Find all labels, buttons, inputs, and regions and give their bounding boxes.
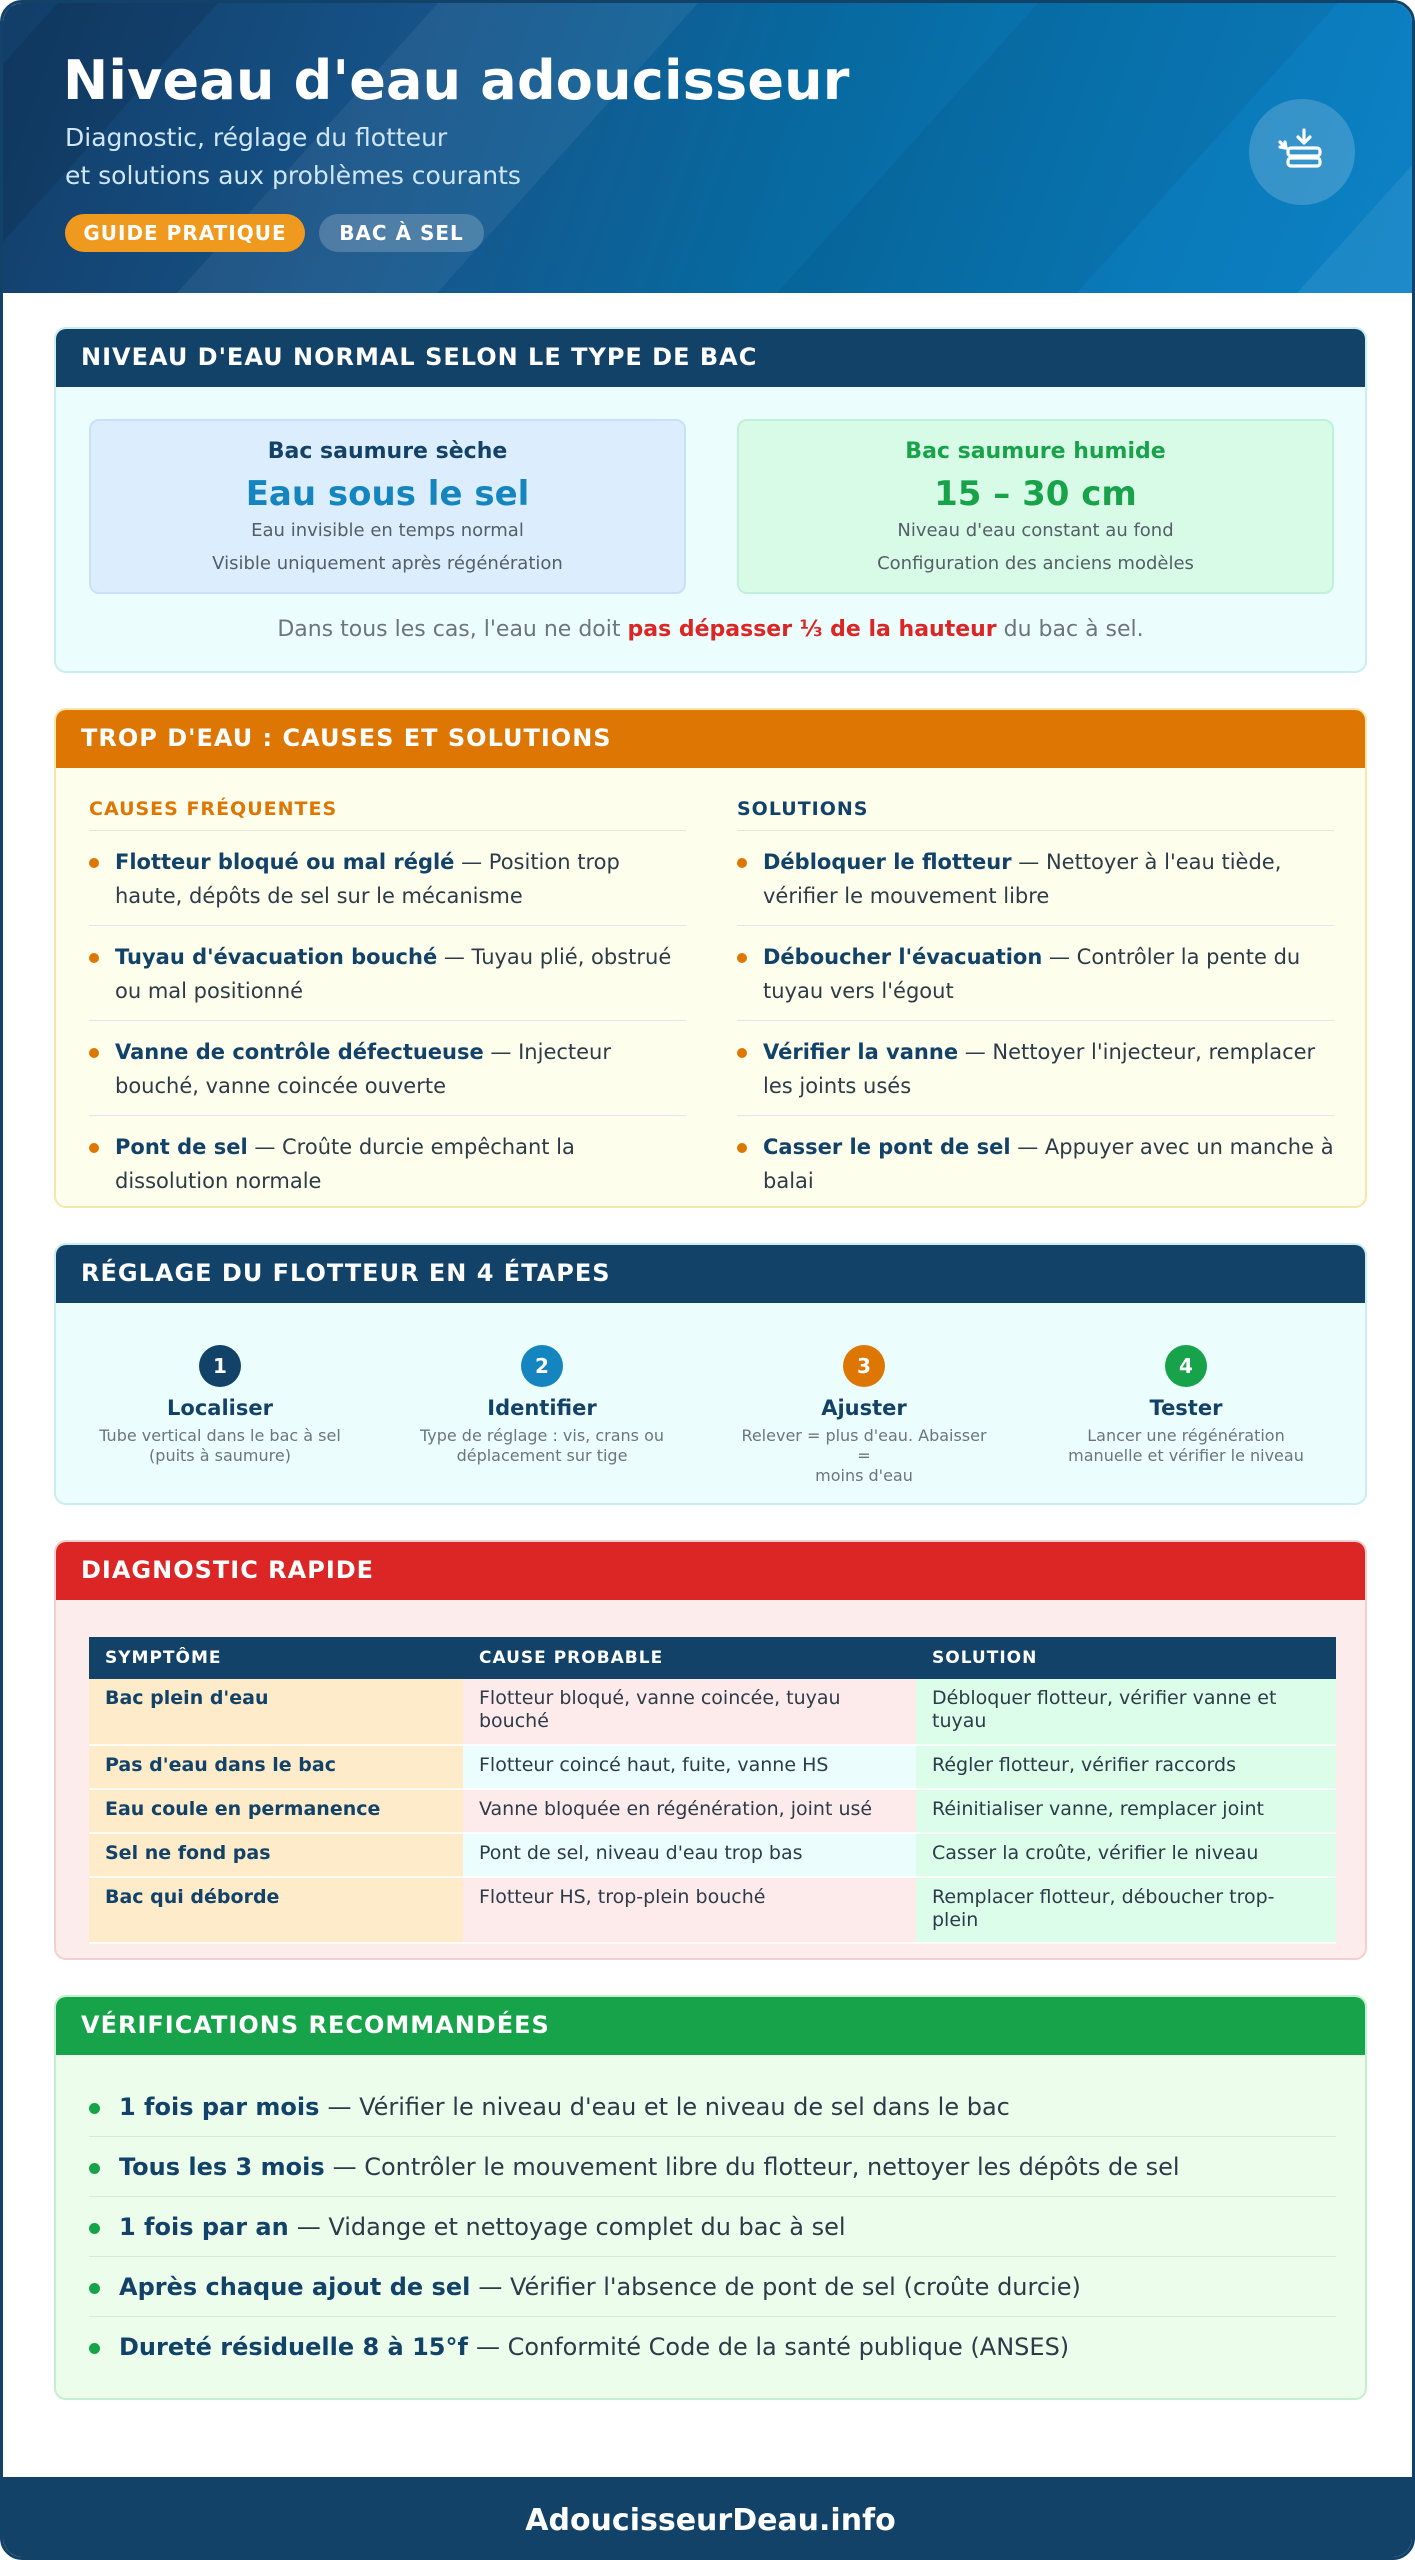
section-title: DIAGNOSTIC RAPIDE [54,1540,1367,1600]
step-item [90,1345,350,1466]
float-adjustment-section [54,1243,1367,1505]
column-header: CAUSE PROBABLE [463,1637,916,1679]
cause-item [89,1021,686,1116]
causes-heading: CAUSES FRÉQUENTES [89,798,686,831]
too-much-water-section [54,708,1367,1208]
table-cell: Flotteur bloqué, vanne coincée, tuyau bouché [463,1679,916,1745]
item-text: — Nettoyer l'injecteur, remplacer les joints usés [763,1040,1316,1098]
table-cell: Régler flotteur, vérifier raccords [916,1745,1336,1789]
note-text: Dans tous les cas, l'eau ne doit [277,617,628,642]
header-banner [3,3,1415,293]
check-text: — Vérifier l'absence de pont de sel (croûte durcie) [478,2272,1081,2301]
item-text: — Croûte durcie empêchant la dissolution normale [115,1135,575,1193]
table-header-row [89,1637,1336,1679]
table-cell: Pont de sel, niveau d'eau trop bas [463,1833,916,1877]
cause-item [89,926,686,1021]
item-label: Casser le pont de sel [763,1135,1011,1159]
recommended-checks-section [54,1995,1367,2400]
bullet-dot-icon [737,953,747,963]
section-title: NIVEAU D'EAU NORMAL SELON LE TYPE DE BAC [54,327,1367,387]
step-title: Tester [1149,1396,1223,1420]
table-cell: Pas d'eau dans le bac [89,1745,463,1789]
table-cell: Débloquer flotteur, vérifier vanne et tuyau [916,1679,1336,1745]
bullet-dot-icon [737,1048,747,1058]
card-line: Visible uniquement après régénération [212,553,563,574]
bullet-dot-icon [89,2223,100,2234]
table-cell: Sel ne fond pas [89,1833,463,1877]
step-title: Identifier [487,1396,597,1420]
item-text: — Appuyer avec un manche à balai [763,1135,1334,1193]
step-number-badge: 4 [1165,1345,1207,1387]
solutions-column [737,798,1334,1208]
bullet-dot-icon [89,1143,99,1153]
step-number-badge: 2 [521,1345,563,1387]
check-text: — Vérifier le niveau d'eau et le niveau de sel dans le bac [327,2092,1010,2121]
item-text: — Position trop haute, dépôts de sel sur le mécanisme [115,850,620,908]
page-title: Niveau d'eau adoucisseur [63,49,850,112]
step-description-line: manuelle et vérifier le niveau [1068,1446,1304,1465]
check-item [89,2317,1336,2377]
card-line: Eau invisible en temps normal [251,520,524,541]
step-description-line: (puits à saumure) [149,1446,291,1465]
bullet-dot-icon [89,1048,99,1058]
item-label: Débloquer le flotteur [763,850,1012,874]
causes-list [89,831,686,1208]
bullet-dot-icon [89,2103,100,2114]
page-subtitle [65,119,521,195]
table-cell: Casser la croûte, vérifier le niveau [916,1833,1336,1877]
step-description [90,1426,350,1466]
bullet-dot-icon [89,858,99,868]
item-text: — Injecteur bouché, vanne coincée ouverte [115,1040,612,1098]
check-frequency: Après chaque ajout de sel [119,2272,471,2301]
table-row [89,1745,1336,1789]
tag-bac-a-sel: BAC À SEL [319,214,484,252]
step-item [412,1345,672,1466]
step-title: Ajuster [821,1396,907,1420]
step-description-line: Tube vertical dans le bac à sel [99,1426,341,1445]
normal-level-section [54,327,1367,673]
step-item [734,1345,994,1486]
item-text: — Nettoyer à l'eau tiède, vérifier le mouvement libre [763,850,1282,908]
card-line: Niveau d'eau constant au fond [897,520,1174,541]
step-description [1056,1426,1316,1466]
bullet-dot-icon [89,2283,100,2294]
card-value: Eau sous le sel [245,474,530,514]
bullet-dot-icon [89,2163,100,2174]
solution-item [737,831,1334,926]
bullet-dot-icon [737,1143,747,1153]
note-highlight: pas dépasser ⅓ de la hauteur [627,617,997,642]
table-cell: Remplacer flotteur, déboucher trop-plein [916,1877,1336,1943]
check-item [89,2197,1336,2257]
solution-item [737,1021,1334,1116]
check-item [89,2257,1336,2317]
table-cell: Bac qui déborde [89,1877,463,1943]
quick-diagnostic-section [54,1540,1367,1960]
wet-brine-card [737,419,1334,594]
solution-item [737,1116,1334,1208]
step-description-line: Lancer une régénération [1087,1426,1285,1445]
column-header: SYMPTÔME [89,1637,463,1679]
check-text: — Conformité Code de la santé publique (ANSES) [475,2333,1070,2361]
check-frequency: Tous les 3 mois [119,2152,325,2181]
card-title: Bac saumure sèche [267,439,508,464]
subtitle-line: Diagnostic, réglage du flotteur [65,123,448,152]
step-number-badge: 1 [199,1345,241,1387]
table-row [89,1679,1336,1745]
cause-item [89,831,686,926]
table-cell: Vanne bloquée en régénération, joint usé [463,1789,916,1833]
column-header: SOLUTION [916,1637,1336,1679]
dry-brine-card [89,419,686,594]
item-label: Vanne de contrôle défectueuse [115,1040,484,1064]
section-title: TROP D'EAU : CAUSES ET SOLUTIONS [54,708,1367,768]
table-cell: Bac plein d'eau [89,1679,463,1745]
table-cell: Flotteur HS, trop-plein bouché [463,1877,916,1943]
card-value: 15 – 30 cm [934,474,1137,514]
table-row [89,1789,1336,1833]
subtitle-line: et solutions aux problèmes courants [65,161,521,190]
item-label: Flotteur bloqué ou mal réglé [115,850,455,874]
checks-list [89,2077,1336,2377]
section-title: RÉGLAGE DU FLOTTEUR EN 4 ÉTAPES [54,1243,1367,1303]
table-cell: Eau coule en permanence [89,1789,463,1833]
card-title: Bac saumure humide [905,439,1166,464]
bullet-dot-icon [737,858,747,868]
table-body [89,1679,1336,1943]
solutions-list [737,831,1334,1208]
step-description-line: Type de réglage : vis, crans ou [419,1426,665,1445]
check-frequency: 1 fois par mois [119,2092,320,2121]
item-label: Pont de sel [115,1135,248,1159]
tag-guide-pratique: GUIDE PRATIQUE [65,214,305,252]
causes-column [89,798,686,1208]
check-text: — Vidange et nettoyage complet du bac à sel [296,2212,846,2241]
bullet-dot-icon [89,2343,100,2354]
table-cell: Flotteur coincé haut, fuite, vanne HS [463,1745,916,1789]
solution-item [737,926,1334,1021]
step-description [412,1426,672,1466]
item-label: Déboucher l'évacuation [763,945,1043,969]
check-text: — Contrôler le mouvement libre du flotteur, nettoyer les dépôts de sel [332,2152,1180,2181]
step-number-badge: 3 [843,1345,885,1387]
check-frequency: Dureté résiduelle 8 à 15°f [119,2333,468,2361]
step-description-line: déplacement sur tige [456,1446,628,1465]
item-label: Vérifier la vanne [763,1040,959,1064]
item-text: — Contrôler la pente du tuyau vers l'égout [763,945,1301,1003]
item-label: Tuyau d'évacuation bouché [115,945,438,969]
note-text: du bac à sel. [996,617,1144,642]
step-title: Localiser [167,1396,273,1420]
diagnostic-table [89,1637,1336,1944]
step-description [734,1426,994,1486]
card-line: Configuration des anciens modèles [877,553,1194,574]
check-frequency: 1 fois par an [119,2212,289,2241]
bullet-dot-icon [89,953,99,963]
solutions-heading: SOLUTIONS [737,798,1334,831]
step-item [1056,1345,1316,1466]
table-row [89,1833,1336,1877]
check-item [89,2077,1336,2137]
check-item [89,2137,1336,2197]
cause-item [89,1116,686,1208]
item-text: — Tuyau plié, obstrué ou mal positionné [115,945,672,1003]
section-title: VÉRIFICATIONS RECOMMANDÉES [54,1995,1367,2055]
step-description-line: moins d'eau [815,1466,913,1485]
table-row [89,1877,1336,1943]
step-description-line: Relever = plus d'eau. Abaisser = [741,1426,987,1465]
footer-site-name: AdoucisseurDeau.info [3,2477,1415,2560]
table-cell: Réinitialiser vanne, remplacer joint [916,1789,1336,1833]
level-note [56,617,1365,642]
water-tank-icon [1249,99,1355,205]
